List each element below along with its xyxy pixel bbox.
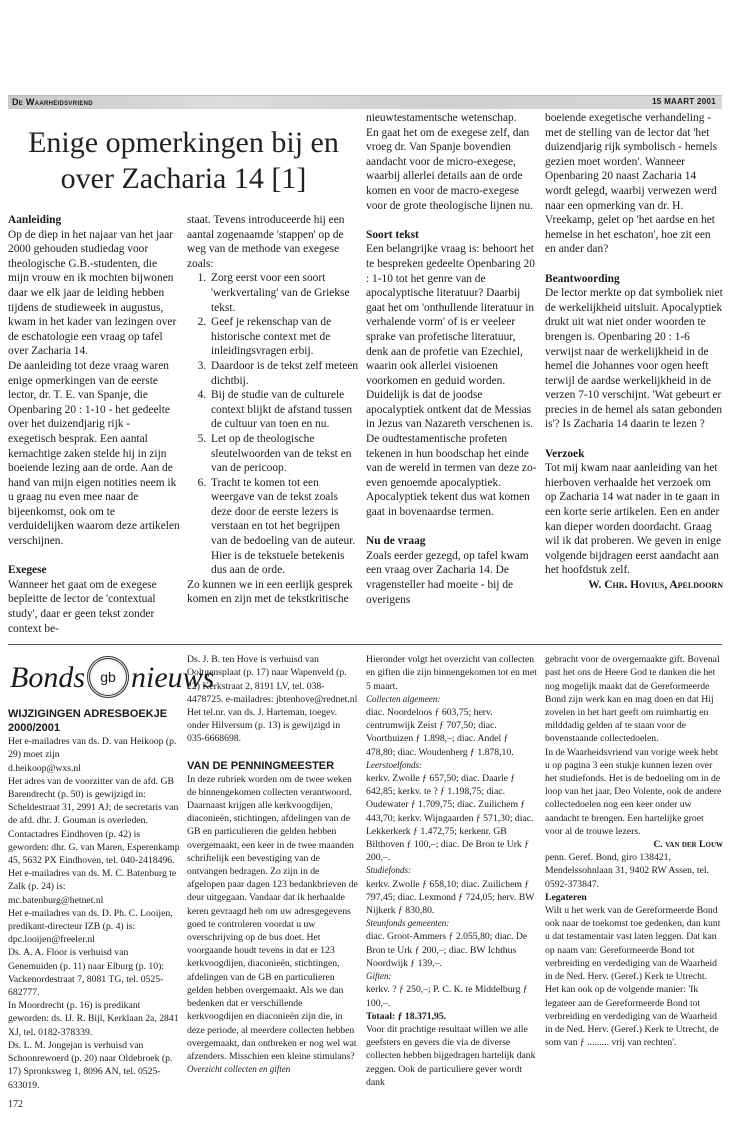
issue-date: 15 MAART 2001 [652, 97, 716, 106]
paragraph: En gaat het om de exegese zelf, dan vroeg dr. Van Spanje bovendien aandacht voor de micro-exegese, waarbij allerlei details aan de orde komen en voor de macro-exegese voor de grote theologische lijnen nu. [366, 126, 534, 212]
article-column [187, 213, 359, 636]
logo-text-right: nieuws [131, 660, 215, 694]
paragraph-gap [545, 257, 723, 272]
paragraph: penn. Geref. Bond, giro 138421, Mendelssohnlaan 31, 9402 RW Assen, tel. 0592-373847. [545, 852, 709, 890]
paragraph: Zo kunnen we in een eerlijk gesprek komen en zijn met de tekstkritische [187, 578, 353, 606]
paragraph-gap [187, 746, 359, 759]
paragraph: kerkv. ? ƒ 250,–; P. C. K. te Middelburg ƒ 100,–. [366, 984, 528, 1009]
paragraph: staat. Tevens introduceerde hij een aantal zogenaamde 'stappen' op de weg van de methode van exegese zoals: [187, 214, 345, 270]
paragraph: boeiende exegetische verhandeling - met de stelling van de lector dat 'het duizendjarig rijk symbolisch - hemels gezien moet worden'. Wanneer Openbaring 20 naast Zacharia 14 wordt gelegd, waarbij verwezen werd naar een opmerking van dr. H. Vreekamp, gelet op 'het aardse en het hemelse in het eschaton', hoe zit een en ander dan? [545, 112, 718, 256]
list-item: 4. Bij de studie van de culturele context blijkt de afstand tussen de cultuur van toen en nu. [209, 388, 359, 432]
paragraph: Zoals eerder gezegd, op tafel kwam een vraag over Zacharia 14. De vragensteller had moeite - bij de overigens [366, 549, 529, 606]
article-column [366, 111, 538, 636]
author-signature: W. Chr. Hovius, Apeldoorn [588, 579, 723, 591]
paragraph: In Moordrecht (p. 16) is predikant geworden: ds. IJ. R. Bijl, Kerklaan 2a, 2841 XJ, tel. 0182-378339. [8, 1000, 179, 1038]
news-column [366, 653, 538, 1111]
paragraph-gap [8, 549, 180, 564]
section-heading: Exegese [8, 564, 47, 577]
news-column [187, 653, 359, 1111]
paragraph: Wilt u het werk van de Gereformeerde Bond ook naar de toekomst toe gedenken, dan kunt u dat testamentair vast laten leggen. Dat kan op naam van: Gereformeerde Bond tot verbreiding en verdediging van de Waarheid in de Ned. Herv. (Geref.) Kerk te Utrecht. Het kan ook op de volgende manier: 'Ik legateer aan de Gereformeerde Bond tot verbreiding en verdediging van de Waarheid in de Ned. Herv. (Geref.) Kerk te Utrecht, de som van ƒ ......... vrij van rechten'. [545, 905, 721, 1049]
list-item: 3. Daardoor is de tekst zelf meteen dichtbij. [209, 359, 359, 388]
running-header [8, 95, 722, 109]
paragraph: Voor dit prachtige resultaat willen we alle geefsters en gevers die via de diverse collecten hebben bijgedragen hartelijk dank zeggen. Ook de particuliere gever wordt dank [366, 1023, 536, 1088]
subheading-italic: Giften: [366, 971, 392, 982]
section-heading: Nu de vraag [366, 535, 426, 548]
list-item: 1. Zorg eerst voor een soort 'werkvertaling' van de Griekse tekst. [209, 271, 359, 315]
paragraph: In deze rubriek worden om de twee weken de binnengekomen collecten verantwoord. Daarnaast krijgen alle kerkvoogdijen, diaconieën, stichtingen, afdelingen van de GB en particulieren die gelden hebben overgemaakt, een keer in de twee maanden schriftelijk een bevestiging van de ontvangen bedragen. Zo zijn in de afgelopen paar dagen 123 bedankbrieven de deur uitgegaan. Vandaar dat ik herhaalde keren gevraagd heb om uw adresgegevens goed te controleren voordat u uw overschrijving op de bus doet. Het voorgaande houdt tevens in dat er 123 kerkvoogdijen, diaconieën, stichtingen, afdelingen van de GB en particulieren gelden hebben overgemaakt. Als we dan bedenken dat er verschillende kerkvoogdijen en diaconieën zijn die, in deze periode, al meerdere collecten hebben overgemaakt, dan ontbreken er nog wel wat afzenders. Misschien een kleine stimulans? [187, 773, 358, 1062]
list-item: 6. Tracht te komen tot een weergave van de tekst zoals deze door de eerste lezers is verstaan en tot het begrijpen van de bedoeling van de auteur. Hier is de tekstuele betekenis dus aan de orde. [209, 476, 359, 578]
paragraph: Hieronder volgt het overzicht van collecten en giften die zijn binnengekomen tot en met 5 maart. [366, 654, 537, 692]
paragraph: diac. Groot-Ammers ƒ 2.055,80; diac. De Bron te Urk ƒ 200,–; diac. BW Ichthus Noordwijk ƒ 139,–. [366, 931, 528, 969]
paragraph: gebracht voor de overgemaakte gift. Bovenal past het ons de Heere God te danken die het nog mogelijk maakt dat de Gereformeerde Bond zijn werk kan en mag doen en dat Hij zovelen in het hart geeft om ruimhartig en milddadig gelden af te staan voor de bovenstaande collectedoelen. [545, 654, 720, 745]
paragraph: diac. Noordeloos ƒ 603,75; herv. centrumwijk Zeist ƒ 707,50; diac. Voorthuizen ƒ 1.898,–; diac. Andel ƒ 478,80; diac. Woudenberg ƒ 1.878,10. [366, 707, 514, 758]
gb-emblem-icon: gb [87, 656, 129, 698]
paragraph: Tot mij kwam naar aanleiding van het hierboven verhaalde het verzoek om op Zacharia 14 wat nader in te gaan in een korte serie artikelen. Een en ander kan dieper worden doordacht. Graag wil ik dat proberen. We geven in enige volgende bijdragen eerst aandacht aan het hoofdstuk zelf. [545, 462, 722, 577]
bondsnieuws-section [8, 653, 722, 1111]
page-number: 172 [8, 1098, 23, 1110]
paragraph: kerkv. Zwolle ƒ 657,50; diac. Daarle ƒ 642,85; kerkv. te ? ƒ 1.198,75; diac. Oudewater ƒ 1.709,75; diac. Zuilichem ƒ 443,70; kerkv. Wijngaarden ƒ 571,30; diac. Lekkerkerk ƒ 1.472,75; kerkenr. GB Bilthoven ƒ 100,–; diac. De Bron te Urk ƒ 200,–. [366, 773, 534, 864]
news-column [545, 653, 723, 1111]
section-heading: WIJZIGINGEN ADRESBOEKJE 2000/2001 [8, 708, 168, 735]
paragraph: De aanleiding tot deze vraag waren enige opmerkingen van de eerste lector, dr. T. E. van Spanje, die Openbaring 20 : 1-10 - het gedeelte over het duizendjarig rijk - exegetisch besprak. Een aantal kernachtige zaken stelde hij in zijn boeiende lezing aan de orde. Aan de hand van mijn eigen notities neem ik u graag nu even mee naar de bijeenkomst, ook om te verduidelijken waarom deze artikelen verschijnen. [8, 359, 180, 548]
author-signature: C. van der Louw [653, 839, 723, 851]
subheading-italic: Steunfonds gemeenten: [366, 918, 450, 929]
news-column [8, 707, 180, 1091]
bondsnieuws-logo [10, 655, 215, 699]
section-divider [8, 644, 722, 645]
article-column [545, 111, 723, 636]
paragraph: mc.batenburg@hetnet.nl [8, 894, 104, 906]
subheading-italic: Studiefonds: [366, 865, 411, 876]
paragraph: Het e-mailadres van ds. D. van Heikoop (p. 29) moet zijn [8, 736, 177, 761]
section-heading: Verzoek [545, 447, 585, 460]
list-item: 5. Let op de theologische sleutelwoorden van de tekst en van de pericoop. [209, 432, 359, 476]
paragraph: Contactadres Eindhoven (p. 42) is geworden: dhr. G. van Maren, Esperenkamp 45, 5632 PX Eindhoven, tel. 040-2418496. [8, 828, 180, 867]
paragraph: Het e-mailadres van ds. M. C. Batenburg te Zalk (p. 24) is: [8, 868, 177, 893]
paragraph: nieuwtestamentsche wetenschap. [366, 112, 517, 124]
paragraph: Ds. L. M. Jongejan is verhuisd van Schoonrewoerd (p. 20) naar Oldebroek (p. 17) Spronksweg 1, 8096 AN, tel. 0525-633019. [8, 1039, 173, 1091]
logo-text-left: Bonds [10, 660, 85, 694]
paragraph: Ds. A. A. Floor is verhuisd van Genemuiden (p. 11) naar Elburg (p. 10): Vackenordestraat 7, 8081 TG, tel. 0525-682777. [8, 947, 165, 999]
publication-name: De Waarheidsvriend [12, 97, 93, 107]
numbered-list [187, 271, 359, 577]
section-heading: Aanleiding [8, 214, 62, 226]
paragraph: Een belangrijke vraag is: behoort het te bespreken gedeelte Openbaring 20 : 1-10 tot het genre van de apocalyptische literatuur? Daarbij gaat het om 'onthullende literatuur in verhalende vorm' of is er veeleer sprake van profetische literatuur, denk aan de profetie van Ezechiel, waarin ook allerlei visioenen voorkomen en geduid worden. Duidelijk is dat de joodse apocalyptiek ontkent dat de Messias in Jezus van Nazareth verschenen is. De oudtestamentische profeten tekenen in hun boodschap het einde van de wereld in termen van deze zo-even genoemde apocalyptiek. Apocalyptiek tekent dus wat komen gaat in bovenaardse termen. [366, 243, 537, 519]
list-item: 2. Geef je rekenschap van de historische context met de inleidingsvragen erbij. [209, 315, 359, 359]
subheading-italic: Overzicht collecten en giften [187, 1064, 291, 1075]
paragraph-gap [545, 432, 723, 447]
paragraph: Het tel.nr. van ds. J. Harteman, toegev. onder Hilversum (p. 13) is gewijzigd in 035-6668698. [187, 707, 341, 745]
article-title: Enige opmerkingen bij en over Zacharia 14 [1] [28, 126, 339, 195]
bold-line: Legateren [545, 891, 587, 903]
bold-line: Totaal: ƒ 18.371,95. [366, 1010, 447, 1022]
paragraph: Het e-mailadres van ds. D. Ph. C. Looijen, predikant-directeur IZB (p. 4) is: dpc.looijen@freeler.nl [8, 907, 173, 946]
paragraph: De lector merkte op dat symboliek niet de werkelijkheid uitsluit. Apocalyptiek drukt uit wat niet onder woorden te brengen is. Openbaring 20 : 1-6 verwijst naar de werkelijkheid in de hemel die Johannes voor ogen heeft terwijl de aardse werkelijkheid in de verzen 7-10 verschijnt. 'Wat gebeurt er precies in de hemel als satan gebonden is'? Is Zacharia 14 daarin te lezen ? [545, 287, 723, 431]
subheading-italic: Leerstoelfonds: [366, 759, 422, 770]
paragraph: Ds. J. B. ten Hove is verhuisd van Ooltgensplaat (p. 17) naar Wapenveld (p. 22) Kerkstraat 2, 8191 LV, tel. 038-4478725. e-mailadres: jbtenhove@rednet.nl [187, 654, 358, 705]
section-heading: Soort tekst [366, 228, 419, 241]
paragraph: Op de diep in het najaar van het jaar 2000 gehouden studiedag voor theologische G.B.-studenten, die mijn vrouw en ik mochten bijwonen daar we elk jaar de leiding hebben tijdens de studieweek in augustus, kwam in het kader van lezingen over de eschatologie een vraag op tafel over Zacharia 14. [8, 228, 177, 358]
news-column-wrapper [8, 653, 215, 1111]
paragraph: Het adres van de voorzitter van de afd. GB Barendrecht (p. 50) is gewijzigd in: Scheldestraat 31, 2991 AJ; de secretaris van de afd. dhr. J. Gouman is overleden. [8, 775, 179, 827]
section-heading: Beantwoording [545, 272, 620, 285]
paragraph: kerkv. Zwolle ƒ 658,10; diac. Zuilichem ƒ 797,45; diac. Lexmond ƒ 724,05; herv. BW Nijkerk ƒ 830,80. [366, 878, 535, 917]
paragraph: d.heikoop@wxs.nl [8, 762, 81, 774]
section-heading: VAN DE PENNINGMEESTER [187, 759, 335, 772]
article-column [8, 213, 180, 636]
paragraph-gap [366, 520, 538, 535]
subheading-italic: Collecten algemeen: [366, 693, 441, 704]
paragraph: Wanneer het gaat om de exegese bepleitte de lector de 'contextual study', daar er geen tekst zonder context be- [8, 578, 157, 635]
article [8, 111, 722, 636]
paragraph: In de Waarheidsvriend van vorige week hebt u op pagina 3 een stukje kunnen lezen over het studiefonds. Het is de bedoeling om in de loop van het jaar, Deo Volente, ook de andere collectedoelen nog een keer onder uw aandacht te brengen. Een hartelijke groet voor al de trouwe lezers. [545, 746, 722, 837]
paragraph-gap [366, 213, 538, 228]
